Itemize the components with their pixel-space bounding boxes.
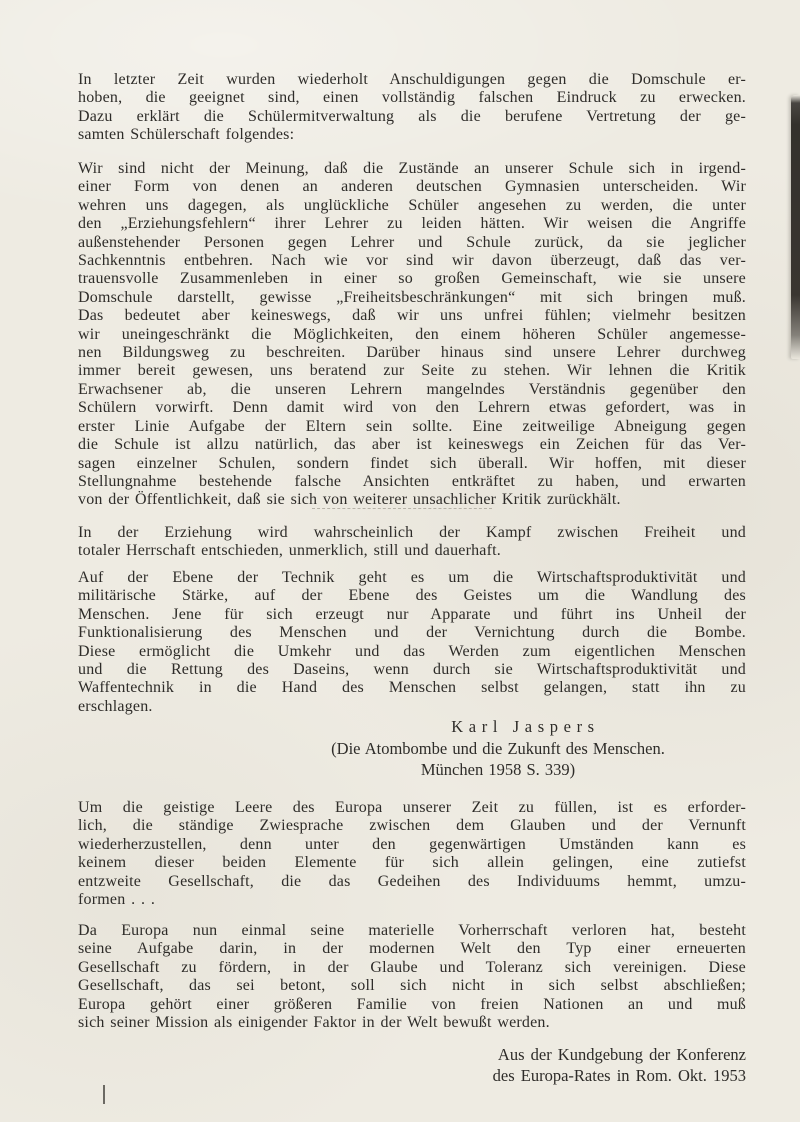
text-line: sagen einzelner Schulen, sondern findet sich überall. Wir hoffen, mit dieser [78,454,746,472]
text-line: immer bereit gewesen, uns beratend zur Seite zu stehen. Wir lehnen die Kritik [78,362,746,380]
text-line: Funktionalisierung des Menschen und der Vernichtung durch die Bombe. [78,624,746,642]
text-line: entzweite Gesellschaft, die das Gedeihen des Individuums hemmt, umzu- [78,872,746,890]
text-line: totaler Herrschaft entschieden, unmerklich, still und dauerhaft. [78,542,501,560]
paragraph-statement-intro [78,71,746,145]
text-line: Domschule darstellt, gewisse „Freiheitsbeschränkungen“ mit sich bringen muß. [78,288,746,306]
europe-attribution [78,1044,746,1086]
paragraph-europe-quote-1 [78,799,746,909]
text-line: Dazu erklärt die Schülermitverwaltung als die berufene Vertretung der ge- [78,107,746,125]
text-line: Auf der Ebene der Technik geht es um die Wirtschaftsproduktivität und [78,569,746,586]
text-line: wiederherzustellen, denn unter den gegenwärtigen Umständen kann es [78,835,746,853]
text-line: wehren uns dagegen, als unglückliche Schüler angesehen zu werden, die unter [78,196,746,214]
text-line: samten Schülerschaft folgendes: [78,126,295,144]
text-line: (Die Atombombe und die Zukunft des Menschen. [331,739,665,758]
text-line: des Europa-Rates in Rom. Okt. 1953 [492,1066,746,1085]
text-line: Menschen. Jene für sich erzeugt nur Apparate und führt ins Unheil der [78,605,746,623]
text-line: Gesellschaft, das sei betont, soll sich nicht in sich selbst abschließen; [78,977,746,995]
text-line: Gesellschaft zu fördern, in der Glaube und Toleranz sich vereinigen. Diese [78,958,746,976]
text-line: seine Aufgabe darin, in der modernen Welt den Typ einer erneuerten [78,940,746,958]
text-line: Waffentechnik in die Hand des Menschen selbst gelangen, statt ihn zu [78,679,746,697]
text-line: wir uneingeschränkt die Möglichkeiten, den einem höheren Schüler angemesse- [78,325,746,343]
text-line: keinem dieser beiden Elemente für sich allein gelingen, eine zutiefst [78,854,746,872]
scan-edge-artifact [791,95,800,359]
text-line: den „Erziehungsfehlern“ ihrer Lehrer zu leiden hätten. Wir weisen die Angriffe [78,215,746,233]
text-line: Stellungnahme bestehende falsche Ansichten entkräftet zu haben, und erwarten [78,472,746,490]
text-line: Erwachsener ab, die unseren Lehrern mangelndes Verständnis gegenüber den [78,380,746,398]
text-line: von der Öffentlichkeit, daß sie sich von weiterer unsachlicher Kritik zurückhält. [78,491,621,509]
text-line: Diese ermöglicht die Umkehr und das Werden zum eigentlichen Menschen [78,642,746,660]
text-line: erster Linie Aufgabe der Eltern sein sollte. Eine zeitweilige Abneigung gegen [78,417,746,435]
scan-stray-mark [103,1085,105,1104]
jaspers-citation [246,739,750,780]
text-line: Sachkenntnis entbehren. Nach wie vor sind wir davon überzeugt, daß das ver- [78,252,746,270]
section-divider-line [312,508,492,509]
text-line: und die Rettung des Daseins, wenn durch sie Wirtschaftsproduktivität und [78,661,746,679]
text-line: erschlagen. [78,697,153,715]
text-line: sich seiner Mission als einigender Faktor in der Welt bewußt werden. [78,1014,550,1032]
text-line: nen Bildungsweg zu beschreiten. Darüber hinaus sind unsere Lehrer durchweg [78,344,746,362]
text-line: außenstehender Personen gegen Lehrer und Schule zurück, da sie jeglicher [78,233,746,251]
text-line: Da Europa nun einmal seine materielle Vorherrschaft verloren hat, besteht [78,922,746,939]
paragraph-europe-quote-2 [78,922,746,1032]
text-line: formen . . . [78,891,156,909]
text-line: Europa gehört einer größeren Familie von freien Nationen an und muß [78,995,746,1013]
text-line: militärische Stärke, auf der Ebene des Geistes um die Wandlung des [78,587,746,605]
text-line: lich, die ständige Zwiesprache zwischen dem Glauben und der Vernunft [78,817,746,835]
text-line: Wir sind nicht der Meinung, daß die Zustände an unserer Schule sich in irgend- [78,160,746,177]
text-line: In letzter Zeit wurden wiederholt Anschuldigungen gegen die Domschule er- [78,71,746,88]
text-line: Schülern vorwirft. Denn damit wird von den Lehrern etwas gefordert, was in [78,399,746,417]
text-line: einer Form von denen an anderen deutschen Gymnasien unterscheiden. Wir [78,178,746,196]
text-line: Das bedeutet aber keineswegs, daß wir uns unfrei fühlen; vielmehr besitzen [78,307,746,325]
text-line: Aus der Kundgebung der Konferenz [497,1045,746,1064]
text-line: In der Erziehung wird wahrscheinlich der Kampf zwischen Freiheit und [78,524,746,541]
paragraph-statement-body [78,160,746,510]
text-line: die Schule ist allzu natürlich, das aber ist keineswegs ein Zeichen für das Ver- [78,436,746,454]
text-line: trauensvolle Zusammenleben in einer so großen Gemeinschaft, wie sie unsere [78,270,746,288]
text-line: Um die geistige Leere des Europa unserer Zeit zu füllen, ist es erforder- [78,799,746,816]
paragraph-jaspers-quote-2 [78,569,746,716]
paragraph-jaspers-quote-1 [78,524,746,561]
jaspers-signature: Karl Jaspers [451,717,600,736]
text-line: München 1958 S. 339) [420,759,576,779]
text-line: hoben, die geeignet sind, einen vollständig falschen Eindruck zu erwecken. [78,89,746,107]
